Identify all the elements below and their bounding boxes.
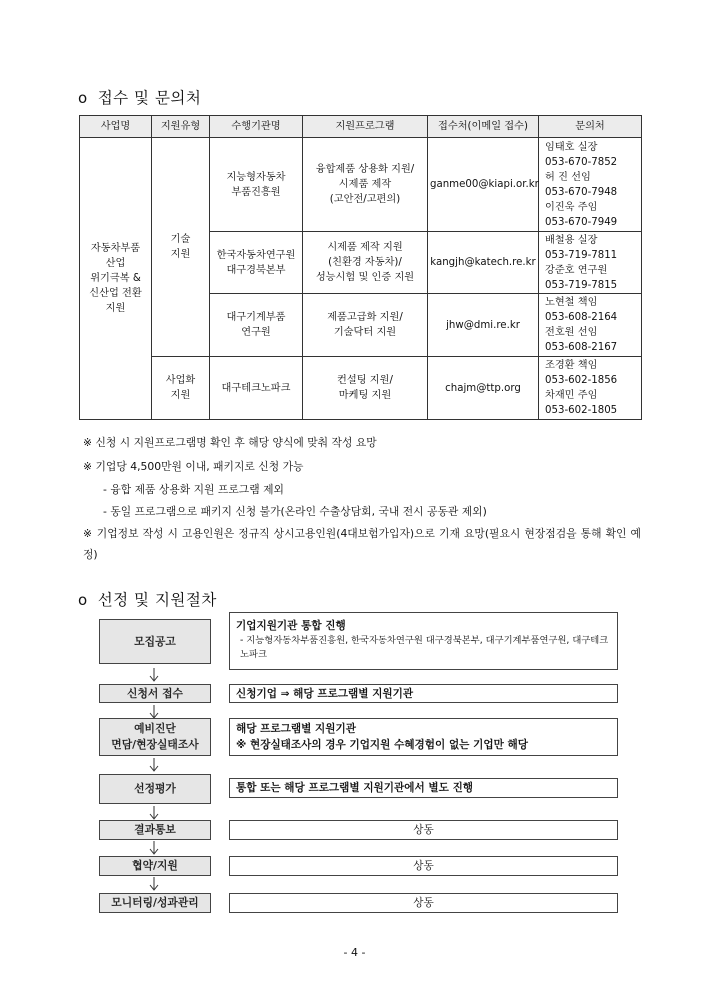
flow-desc-monitoring: 상동 <box>229 893 618 913</box>
flow-desc-detail: - 지능형자동차부품진흥원, 한국자동차연구원 대구경북본부, 대구기계부품연구원, 대구테크노파크 <box>240 635 609 660</box>
email-cell: chajm@ttp.org <box>428 357 539 420</box>
note-exclusion: - 융합 제품 상용화 지원 프로그램 제외 <box>103 483 284 496</box>
table-row <box>80 357 642 420</box>
section-procedure-title <box>78 588 217 610</box>
contact-line: 배철용 실장 <box>545 234 598 246</box>
program-cell <box>303 357 428 420</box>
org-cell <box>210 232 303 294</box>
flow-label-line: 예비진단 <box>134 722 176 735</box>
flow-label-line: 면담/현장실태조사 <box>111 738 199 751</box>
contact-line: 강준호 연구원 <box>545 264 608 276</box>
org-line: 연구원 <box>241 327 271 338</box>
flow-desc-preliminary-diagnosis <box>229 718 618 756</box>
program-name-line: 자동차부품 <box>90 243 141 254</box>
org-line: 지능형자동차 <box>226 171 286 183</box>
type-line: 사업화 <box>165 375 196 386</box>
contact-line: 053-602-1805 <box>545 405 618 416</box>
note-program-name: ※ 신청 시 지원프로그램명 확인 후 해당 양식에 맞춰 작성 요망 <box>83 436 377 449</box>
contact-cell <box>539 138 642 232</box>
flow-desc-evaluation: 통합 또는 해당 프로그램별 지원기관에서 별도 진행 <box>229 778 618 798</box>
contact-cell <box>539 357 642 420</box>
section-contacts-title <box>78 86 201 108</box>
section-title-text: 접수 및 문의처 <box>97 89 202 107</box>
table-header-row <box>80 116 642 138</box>
program-name-line: 지원 <box>105 303 126 314</box>
support-type-tech <box>152 138 210 357</box>
contact-line: 053-608-2164 <box>545 312 618 323</box>
org-line: 한국자동차연구원 <box>216 249 296 261</box>
header-support-program: 지원프로그램 <box>303 116 428 138</box>
header-email: 접수처(이메일 접수) <box>428 116 539 138</box>
contact-line: 053-670-7949 <box>545 216 618 228</box>
program-line: 마케팅 지원 <box>338 390 392 401</box>
program-line: 기술닥터 지원 <box>333 327 397 338</box>
flow-step-preliminary-diagnosis <box>99 718 211 756</box>
email-cell: ganme00@kiapi.or.kr <box>428 138 539 232</box>
flow-step-notification: 결과통보 <box>99 820 211 840</box>
flow-arrow-icon <box>148 758 160 772</box>
flow-step-agreement: 협약/지원 <box>99 856 211 876</box>
table-row <box>80 138 642 232</box>
program-line: (친환경 자동차)/ <box>328 257 402 268</box>
program-name-line: 신산업 전환 <box>89 288 142 299</box>
flow-desc-text: 기업지원기관 통합 진행 <box>236 620 346 632</box>
program-name-cell <box>80 138 152 420</box>
flow-arrow-icon <box>148 806 160 820</box>
org-cell <box>210 294 303 357</box>
program-name-line: 산업 <box>105 258 126 269</box>
contact-line: 053-719-7811 <box>545 249 618 261</box>
flow-desc-application: 신청기업 ⇒ 해당 프로그램별 지원기관 <box>229 684 618 703</box>
section-bullet: o <box>78 591 88 609</box>
contact-line: 이진욱 주임 <box>545 201 598 213</box>
section-title-text: 선정 및 지원절차 <box>97 591 217 609</box>
contact-line: 전호원 선임 <box>545 327 598 338</box>
page-number: - 4 - <box>343 946 366 959</box>
note-package-restriction: - 동일 프로그램으로 패키지 신청 불가(온라인 수출상담회, 국내 전시 공동관 제외) <box>103 505 487 518</box>
header-support-type: 지원유형 <box>152 116 210 138</box>
org-line: 대구테크노파크 <box>221 382 291 394</box>
flow-desc-announcement <box>229 612 618 670</box>
program-line: 시제품 제작 <box>338 179 392 190</box>
flow-desc-notification: 상동 <box>229 820 618 840</box>
flow-step-monitoring: 모니터링/성과관리 <box>99 893 211 913</box>
section-bullet: o <box>78 89 88 107</box>
note-budget-limit: ※ 기업당 4,500만원 이내, 패키지로 신청 가능 <box>83 460 304 473</box>
flow-arrow-icon <box>148 877 160 891</box>
contact-line: 노현철 책임 <box>545 297 598 308</box>
org-cell <box>210 138 303 232</box>
support-type-biz <box>152 357 210 420</box>
org-line: 부품진흥원 <box>231 186 281 198</box>
flow-desc-agreement: 상동 <box>229 856 618 876</box>
program-name-line: 위기극복 & <box>90 273 141 284</box>
header-program-name: 사업명 <box>80 116 152 138</box>
type-line: 지원 <box>170 249 191 260</box>
header-contact: 문의처 <box>539 116 642 138</box>
contact-line: 053-670-7948 <box>545 186 618 198</box>
email-cell: kangjh@katech.re.kr <box>428 232 539 294</box>
program-cell <box>303 294 428 357</box>
program-line: (고안전/고편의) <box>329 194 401 205</box>
contact-cell <box>539 232 642 294</box>
contact-line: 허 진 선임 <box>545 171 591 183</box>
contact-line: 053-719-7815 <box>545 279 618 291</box>
org-line: 대구기계부품 <box>226 312 286 323</box>
org-line: 대구경북본부 <box>226 264 286 276</box>
program-line: 시제품 제작 지원 <box>327 242 403 253</box>
flow-step-application: 신청서 접수 <box>99 684 211 703</box>
contact-line: 차재민 주임 <box>545 390 598 401</box>
type-line: 지원 <box>170 390 191 401</box>
flow-arrow-icon <box>148 705 160 719</box>
contact-line: 조경환 책임 <box>545 360 598 371</box>
program-cell <box>303 232 428 294</box>
flow-desc-text: 해당 프로그램별 지원기관 <box>236 723 356 735</box>
type-line: 기술 <box>170 234 191 245</box>
program-cell <box>303 138 428 232</box>
flow-arrow-icon <box>148 668 160 682</box>
org-cell <box>210 357 303 420</box>
contact-line: 053-608-2167 <box>545 342 618 353</box>
contact-line: 임태호 실장 <box>545 141 598 153</box>
flow-step-announcement: 모집공고 <box>99 619 211 664</box>
contacts-table <box>79 115 642 420</box>
program-line: 성능시험 및 인증 지원 <box>315 272 415 283</box>
email-cell: jhw@dmi.re.kr <box>428 294 539 357</box>
flow-arrow-icon <box>148 841 160 855</box>
contact-line: 053-670-7852 <box>545 156 618 168</box>
header-org: 수행기관명 <box>210 116 303 138</box>
contact-line: 053-602-1856 <box>545 375 618 386</box>
contact-cell <box>539 294 642 357</box>
program-line: 컨설팅 지원/ <box>337 375 393 386</box>
program-line: 제품고급화 지원/ <box>327 312 403 323</box>
flow-step-evaluation: 선정평가 <box>99 774 211 804</box>
note-employment: ※ 기업정보 작성 시 고용인원은 정규직 상시고용인원(4대보험가입자)으로 기재 요망(필요시 현장점검을 통해 확인 예정) <box>83 527 641 561</box>
program-line: 융합제품 상용화 지원/ <box>315 164 415 175</box>
flow-desc-note: ※ 현장실태조사의 경우 기업지원 수혜경험이 없는 기업만 해당 <box>236 739 528 751</box>
